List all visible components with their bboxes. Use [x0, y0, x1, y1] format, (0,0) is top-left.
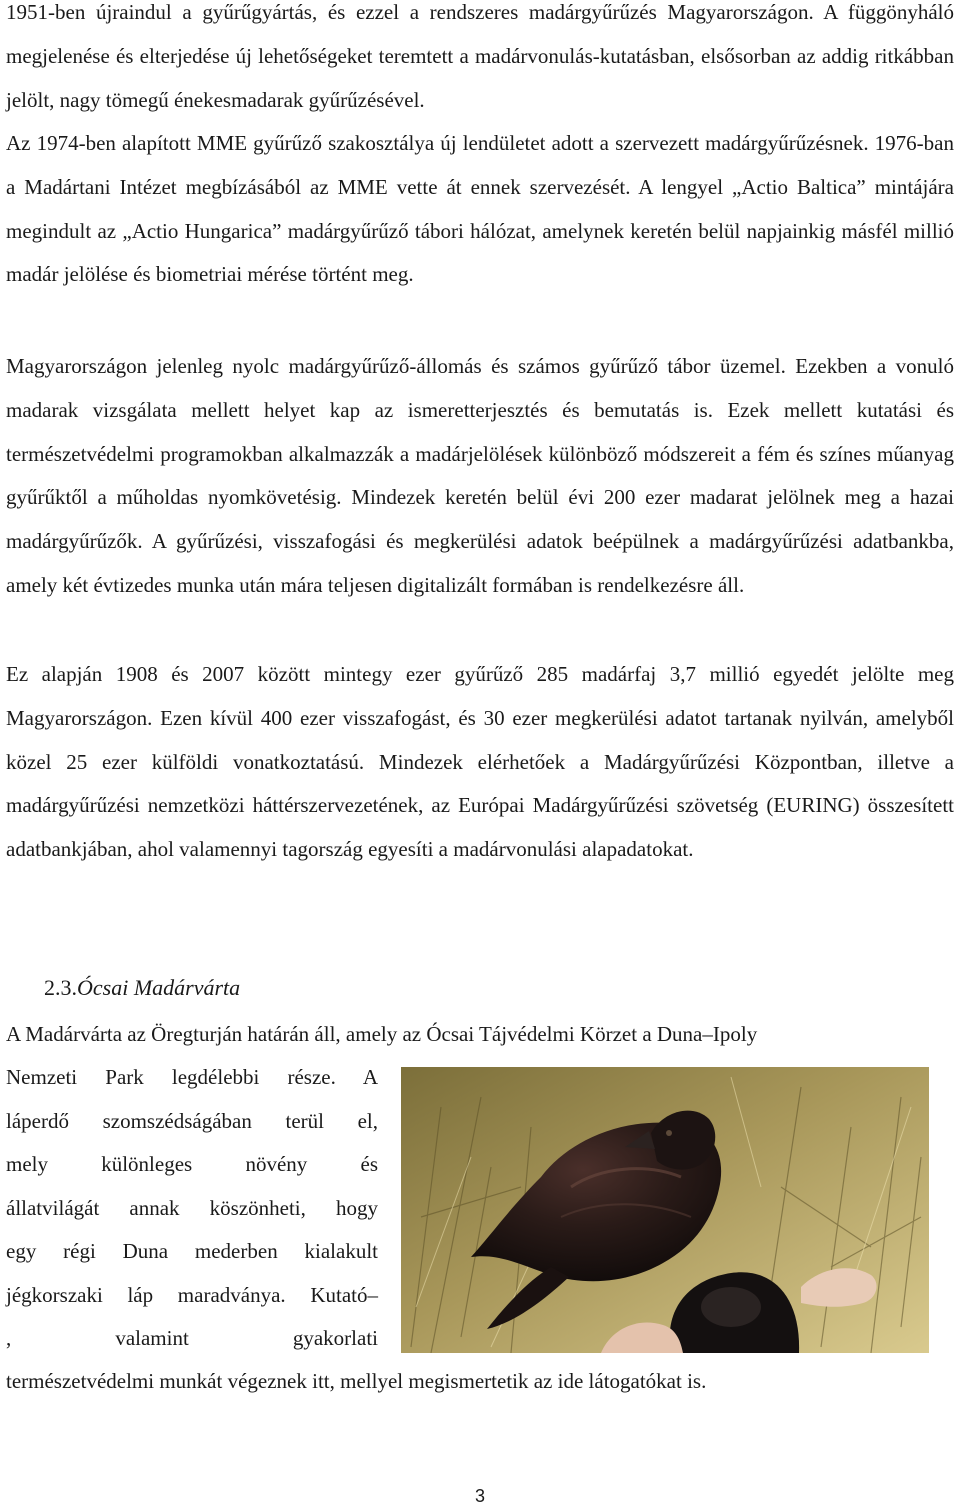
paragraph-madarvarta-intro: A Madárvárta az Öregturján határán áll, amely az Ócsai Tájvédelmi Körzet a Duna–Ipoly	[6, 1022, 758, 1046]
text-line: mely különleges növény és	[6, 1152, 378, 1176]
paragraph-madarvarta-wrapped	[6, 1056, 378, 1361]
bird-photo	[401, 1067, 929, 1353]
section-title: Ócsai Madárvárta	[77, 975, 241, 1000]
text-line: állatvilágát annak köszönheti, hogy	[6, 1195, 378, 1220]
paragraph-ringing-stations: Magyarországon jelenleg nyolc madárgyűrűző-állomás és számos gyűrűző tábor üzemel. Ezekben a vonuló madarak vizsgálata mellett helyet kap az ismeretterjesztés és bemutatás is. Ezek mellett kutatási és természetvédelmi programokban alkalmazzák a madárjelölések különböző módszereit a fém és színes műanyag gyűrűktől a műholdas nyomkövetésig. Mindezek keretén belül évi 200 ezer madarat jelölnek meg a hazai madárgyűrűzők. A gyűrűzési, visszafogási és megkerülési adatok beépülnek a madárgyűrűzési adatbankba, amely két évtizedes munka után mára teljesen digitalizált formában is rendelkezésre áll.	[6, 354, 954, 597]
paragraph-ringing-history: 1951-ben újraindul a gyűrűgyártás, és ezzel a rendszeres madárgyűrűzés Magyarországon. A függönyháló megjelenése és elterjedése új lehetőségeket teremtett a madárvonulás-kutatásban, elsősorban az addig ritkábban jelölt, nagy tömegű énekesmadarak gyűrűzésével.	[6, 0, 954, 112]
paragraph-ringing-statistics: Ez alapján 1908 és 2007 között mintegy ezer gyűrűző 285 madárfaj 3,7 millió egyedét jelölte meg Magyarországon. Ezen kívül 400 ezer visszafogást, és 30 ezer megkerülési adatot tartanak nyilván, amelyből közel 25 ezer külföldi vonatkoztatású. Mindezek elérhetőek a Madárgyűrűzési Központban, illetve a madárgyűrűzési nemzetközi háttérszervezetének, az Európai Madárgyűrűzési szövetség (EURING) összesített adatbankjában, ahol valamennyi tagország egyesíti a madárvonulási alapadatokat.	[6, 662, 954, 862]
section-heading	[44, 966, 240, 1010]
text-line: egy régi Duna mederben kialakult	[6, 1239, 378, 1263]
paragraph-mme-section: Az 1974-ben alapított MME gyűrűző szakosztálya új lendületet adott a szervezett madárgyűrűzésnek. 1976-ban a Madártani Intézet megbízásából az MME vette át ennek szervezését. A lengyel „Actio Baltica” mintájára megindult az „Actio Hungarica” madárgyűrűző tábori hálózat, amelynek keretén belül napjainkig másfél millió madár jelölése és biometriai mérése történt meg.	[6, 131, 954, 287]
text-line: láperdő szomszédságában terül el,	[6, 1108, 378, 1133]
page-number: 3	[474, 1486, 485, 1506]
text-line: jégkorszaki láp maradványa. Kutató–	[6, 1282, 378, 1307]
text-line: , valamint gyakorlati	[6, 1326, 378, 1350]
paragraph-madarvarta-closing: természetvédelmi munkát végeznek itt, mellyel megismertetik az ide látogatókat is.	[6, 1369, 707, 1393]
section-number: 2.3.	[44, 975, 77, 1000]
text-line: Nemzeti Park legdélebbi része. A	[6, 1065, 378, 1089]
bird-eye	[666, 1130, 672, 1136]
